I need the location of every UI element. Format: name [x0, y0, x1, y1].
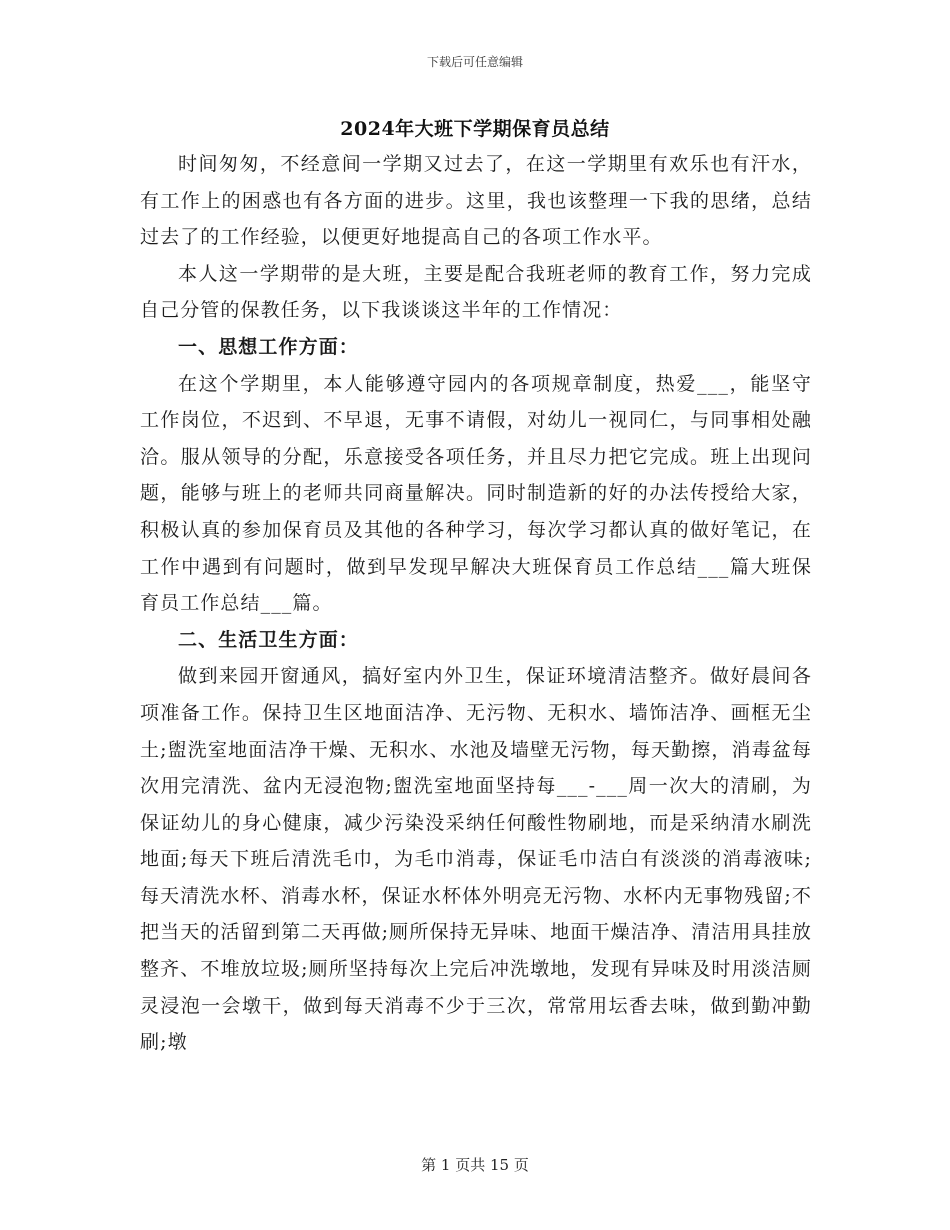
paragraph-intro: 时间匆匆，不经意间一学期又过去了，在这一学期里有欢乐也有汗水，有工作上的困惑也有各方面的进步。这里，我也该整理一下我的思绪，总结过去了的工作经验，以便更好地提高自己的各项工作水平。	[140, 153, 812, 249]
section-heading-hygiene: 二、生活卫生方面：	[178, 628, 359, 651]
document-title: 2024年大班下学期保育员总结	[340, 118, 610, 140]
section-heading-thought: 一、思想工作方面：	[178, 335, 359, 358]
header-note: 下载后可任意编辑	[426, 55, 523, 69]
document-body	[140, 146, 812, 1061]
paragraph-hygiene: 做到来园开窗通风，搞好室内外卫生，保证环境清洁整齐。做好晨间各项准备工作。保持卫生区地面洁净、无污物、无积水、墙饰洁净、画框无尘土;盥洗室地面洁净干燥、无积水、水池及墙壁无污物，每天勤擦，消毒盆每次用完清洗、盆内无浸泡物;盥洗室地面坚持每___-___周一次大的清刷，为保证幼儿的身心健康，减少污染没采纳任何酸性物刷地，而是采纳清水刷洗地面;每天下班后清洗毛巾，为毛巾消毒，保证毛巾洁白有淡淡的消毒液味;每天清洗水杯、消毒水杯，保证水杯体外明亮无污物、水杯内无事物残留;不把当天的活留到第二天再做;厕所保持无异味、地面干燥洁净、清洁用具挂放整齐、不堆放垃圾;厕所坚持每次上完后冲洗墩地，发现有异味及时用淡洁厕灵浸泡一会墩干，做到每天消毒不少于三次，常常用坛香去味，做到勤冲勤刷;墩	[140, 665, 812, 1054]
page-footer: 第 1 页共 15 页	[421, 1156, 529, 1174]
paragraph-overview: 本人这一学期带的是大班，主要是配合我班老师的教育工作，努力完成自己分管的保教任务，以下我谈谈这半年的工作情况：	[140, 262, 812, 322]
paragraph-thought: 在这个学期里，本人能够遵守园内的各项规章制度，热爱___，能坚守工作岗位，不迟到、不早退，无事不请假，对幼儿一视同仁，与同事相处融洽。服从领导的分配，乐意接受各项任务，并且尽力把它完成。班上出现问题，能够与班上的老师共同商量解决。同时制造新的好的办法传授给大家，积极认真的参加保育员及其他的各种学习，每次学习都认真的做好笔记，在工作中遇到有问题时，做到早发现早解决大班保育员工作总结___篇大班保育员工作总结___篇。	[140, 372, 812, 615]
